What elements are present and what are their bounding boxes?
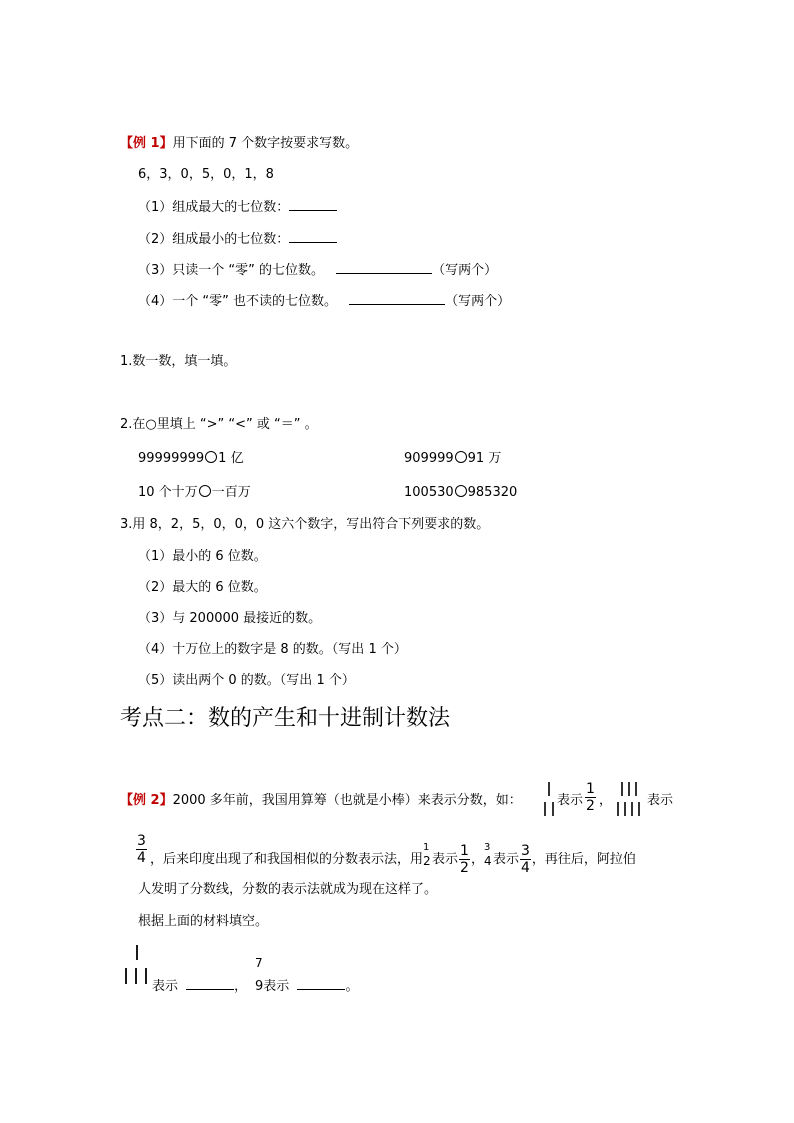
example2-line3: 人发明了分数线，分数的表示法就成为现在这样了。 xyxy=(138,882,438,897)
example2-represents: 表示 xyxy=(557,793,584,808)
frac-numerator: 1 xyxy=(460,843,469,859)
frac-numerator: 3 xyxy=(483,842,491,853)
compare-right: 一百万 xyxy=(211,485,251,500)
example1-digits: 6，3，0，5，0，1，8 xyxy=(138,167,274,182)
section-title: 考点二：数的产生和十进制计数法 xyxy=(120,706,451,731)
example2-comma: ， xyxy=(234,979,248,994)
example2-represents: 表示 xyxy=(432,852,459,867)
compare-right: 985320 xyxy=(467,485,518,500)
fraction-three-quarters xyxy=(135,834,148,865)
example2-text: ，后来印度出现了和我国相似的分数表示法，用 xyxy=(150,852,424,867)
item-note: （写两个） xyxy=(445,294,511,309)
answer-blank[interactable] xyxy=(297,975,345,990)
example2-comma: ， xyxy=(599,793,613,808)
q3-item: （2）最大的 6 位数。 xyxy=(138,580,267,595)
example2-line2 xyxy=(150,843,636,875)
answer-blank[interactable] xyxy=(289,196,337,211)
item-label: （4）一个 “零” 也不读的七位数。 xyxy=(138,294,338,309)
frac-denominator: 2 xyxy=(586,798,595,814)
compare-left: 100530 xyxy=(404,485,454,500)
rod-numeral-three-quarters xyxy=(614,781,646,817)
fill-line-b xyxy=(255,975,358,997)
q3-item: （3）与 200000 最接近的数。 xyxy=(138,611,322,626)
item-label: （1）组成最大的七位数： xyxy=(138,200,290,215)
frac-denominator: 4 xyxy=(137,850,146,866)
fraction-three-quarters xyxy=(520,844,531,875)
example1-tag: 【例 1】 xyxy=(120,136,173,151)
fraction-one-half xyxy=(584,782,597,813)
example2-tag: 【例 2】 xyxy=(120,793,173,808)
rod-numeral-one-half xyxy=(542,781,556,817)
example2-text: ，再往后，阿拉伯 xyxy=(531,852,636,867)
stacked-fraction-three-quarters xyxy=(484,843,493,867)
example2-represents: 表示 xyxy=(263,979,290,994)
fraction-one-half xyxy=(459,844,470,875)
q3-item: （4）十万位上的数字是 8 的数。（写出 1 个） xyxy=(138,642,407,657)
compare-right: 1 亿 xyxy=(218,451,244,466)
item-label: （2）组成最小的七位数： xyxy=(138,232,290,247)
example2-line1 xyxy=(120,791,522,811)
answer-blank[interactable] xyxy=(336,259,432,274)
compare-right: 91 万 xyxy=(467,451,502,466)
compare-circle[interactable] xyxy=(199,485,211,497)
item-note: （写两个） xyxy=(432,263,498,278)
q3-item: （5）读出两个 0 的数。（写出 1 个） xyxy=(138,673,355,688)
indian-fraction-denominator: 9 xyxy=(255,979,264,994)
rod-numeral-question xyxy=(121,944,153,986)
question-3: 3.用 8，2，5，0，0，0 这六个数字，写出符合下列要求的数。 xyxy=(120,517,490,532)
compare-left: 909999 xyxy=(404,451,454,466)
example2-line4: 根据上面的材料填空。 xyxy=(138,914,269,929)
comparison-item xyxy=(138,449,244,469)
frac-denominator: 2 xyxy=(423,854,431,868)
example1-item xyxy=(138,228,337,250)
answer-blank[interactable] xyxy=(186,975,234,990)
comparison-item xyxy=(138,483,251,503)
example1-prompt: 用下面的 7 个数字按要求写数。 xyxy=(172,136,359,151)
compare-circle[interactable] xyxy=(455,451,467,463)
example2-represents: 表示 xyxy=(152,979,179,994)
frac-numerator: 1 xyxy=(423,842,430,853)
example1-item xyxy=(138,196,337,218)
question-2: 2.在○里填上 “>” “<” 或 “＝” 。 xyxy=(120,417,318,432)
frac-numerator: 3 xyxy=(137,833,146,849)
frac-denominator: 4 xyxy=(483,854,492,868)
example2-represents: 表示 xyxy=(492,852,519,867)
frac-numerator: 3 xyxy=(520,843,530,859)
example1-item xyxy=(138,290,510,312)
compare-left: 10 个十万 xyxy=(138,485,198,500)
answer-blank[interactable] xyxy=(289,228,337,243)
fill-line-a xyxy=(152,975,247,997)
compare-left: 99999999 xyxy=(138,451,205,466)
question-1: 1.数一数，填一填。 xyxy=(120,354,237,369)
frac-numerator: 1 xyxy=(586,781,595,797)
frac-denominator: 2 xyxy=(460,860,469,876)
stacked-fraction-one-half xyxy=(423,843,432,867)
comparison-item xyxy=(404,449,501,469)
example2-comma: ， xyxy=(470,852,484,867)
example1-heading xyxy=(120,134,358,154)
indian-fraction-numerator: 7 xyxy=(255,956,263,970)
compare-circle[interactable] xyxy=(455,485,467,497)
compare-circle[interactable] xyxy=(205,451,217,463)
item-label: （3）只读一个 “零” 的七位数。 xyxy=(138,263,325,278)
comparison-item xyxy=(404,483,517,503)
example2-period: 。 xyxy=(345,979,359,994)
q3-item: （1）最小的 6 位数。 xyxy=(138,549,267,564)
example2-represents: 表示 xyxy=(647,793,674,808)
example2-text: 2000 多年前，我国用算筹（也就是小棒）来表示分数，如： xyxy=(172,793,522,808)
frac-denominator: 4 xyxy=(520,860,530,876)
example1-item xyxy=(138,259,497,281)
answer-blank[interactable] xyxy=(349,290,445,305)
